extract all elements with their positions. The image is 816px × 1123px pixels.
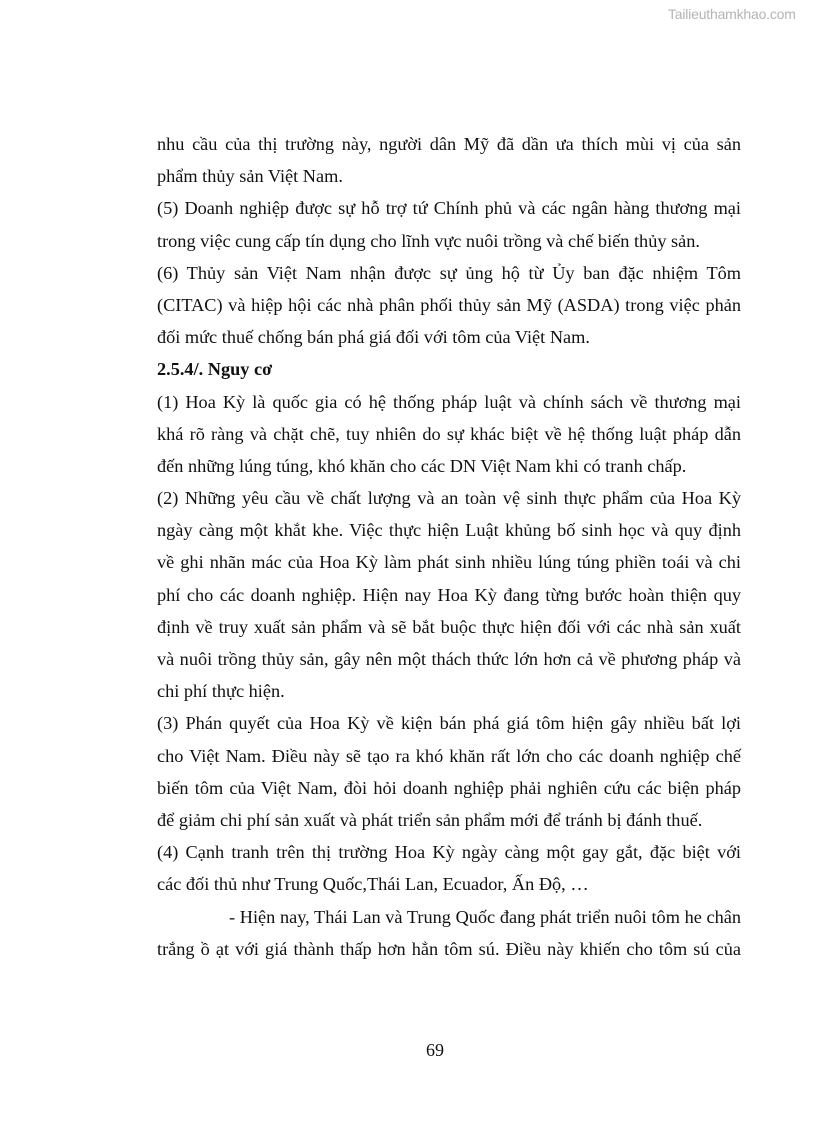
text-line: - Hiện nay, Thái Lan và Trung Quốc đang phát triển nuôi tôm he chân bbox=[229, 906, 741, 927]
text-line: (2) Những yêu cầu về chất lượng và an toàn vệ sinh thực phẩm của Hoa Kỳ bbox=[157, 488, 741, 509]
section-heading: 2.5.4/. Nguy cơ bbox=[157, 359, 273, 380]
text-line: (CITAC) và hiệp hội các nhà phân phối thủy sản Mỹ (ASDA) trong việc phản bbox=[157, 294, 741, 315]
text-line: định về truy xuất sản phẩm và sẽ bắt buộc thực hiện đối với các nhà sản xuất bbox=[157, 616, 741, 637]
text-line: (6) Thủy sản Việt Nam nhận được sự ủng hộ từ Ủy ban đặc nhiệm Tôm bbox=[157, 262, 741, 283]
text-line: (1) Hoa Kỳ là quốc gia có hệ thống pháp luật và chính sách về thương mại bbox=[157, 391, 741, 412]
text-line: trắng ồ ạt với giá thành thấp hơn hẳn tôm sú. Điều này khiến cho tôm sú của bbox=[157, 938, 741, 959]
text-line: đối mức thuế chống bán phá giá đối với tôm của Việt Nam. bbox=[157, 327, 590, 348]
text-line: phẩm thủy sản Việt Nam. bbox=[157, 166, 343, 187]
text-line: nhu cầu của thị trường này, người dân Mỹ đã dần ưa thích mùi vị của sản bbox=[157, 134, 741, 154]
text-line: (5) Doanh nghiệp được sự hỗ trợ tứ Chính phủ và các ngân hàng thương mại bbox=[157, 198, 741, 219]
text-line: phí cho các doanh nghiệp. Hiện nay Hoa Kỳ đang từng bước hoàn thiện quy bbox=[157, 584, 741, 605]
text-line: trong việc cung cấp tín dụng cho lĩnh vực nuôi trồng và chế biến thủy sản. bbox=[157, 230, 700, 251]
text-line: khá rõ ràng và chặt chẽ, tuy nhiên do sự khác biệt về hệ thống luật pháp dẫn bbox=[157, 423, 741, 444]
text-line: (3) Phán quyết của Hoa Kỳ về kiện bán phá giá tôm hiện gây nhiều bất lợi bbox=[157, 713, 741, 734]
text-line: đến những lúng túng, khó khăn cho các DN Việt Nam khi có tranh chấp. bbox=[157, 455, 687, 476]
text-line: về ghi nhãn mác của Hoa Kỳ làm phát sinh nhiều lúng túng phiền toái và chi bbox=[157, 552, 741, 573]
text-line: và nuôi trồng thủy sản, gây nên một thách thức lớn hơn cả về phương pháp và bbox=[157, 649, 741, 669]
text-line: biến tôm của Việt Nam, đòi hỏi doanh nghiệp phải nghiên cứu các biện pháp bbox=[157, 777, 741, 798]
watermark: Tailieuthamkhao.com bbox=[668, 6, 796, 22]
text-line: các đối thủ như Trung Quốc,Thái Lan, Ecuador, Ấn Độ, … bbox=[157, 874, 589, 895]
text-line: để giảm chi phí sản xuất và phát triển sản phẩm mới để tránh bị đánh thuế. bbox=[157, 809, 703, 830]
text-line: cho Việt Nam. Điều này sẽ tạo ra khó khăn rất lớn cho các doanh nghiệp chế bbox=[157, 745, 741, 766]
text-line: chi phí thực hiện. bbox=[157, 681, 285, 702]
text-line: ngày càng một khắt khe. Việc thực hiện Luật khủng bố sinh học và quy định bbox=[157, 520, 741, 541]
document-body bbox=[157, 128, 741, 965]
text-line: (4) Cạnh tranh trên thị trường Hoa Kỳ ngày càng một gay gắt, đặc biệt với bbox=[157, 842, 741, 863]
page-number: 69 bbox=[426, 1040, 444, 1060]
